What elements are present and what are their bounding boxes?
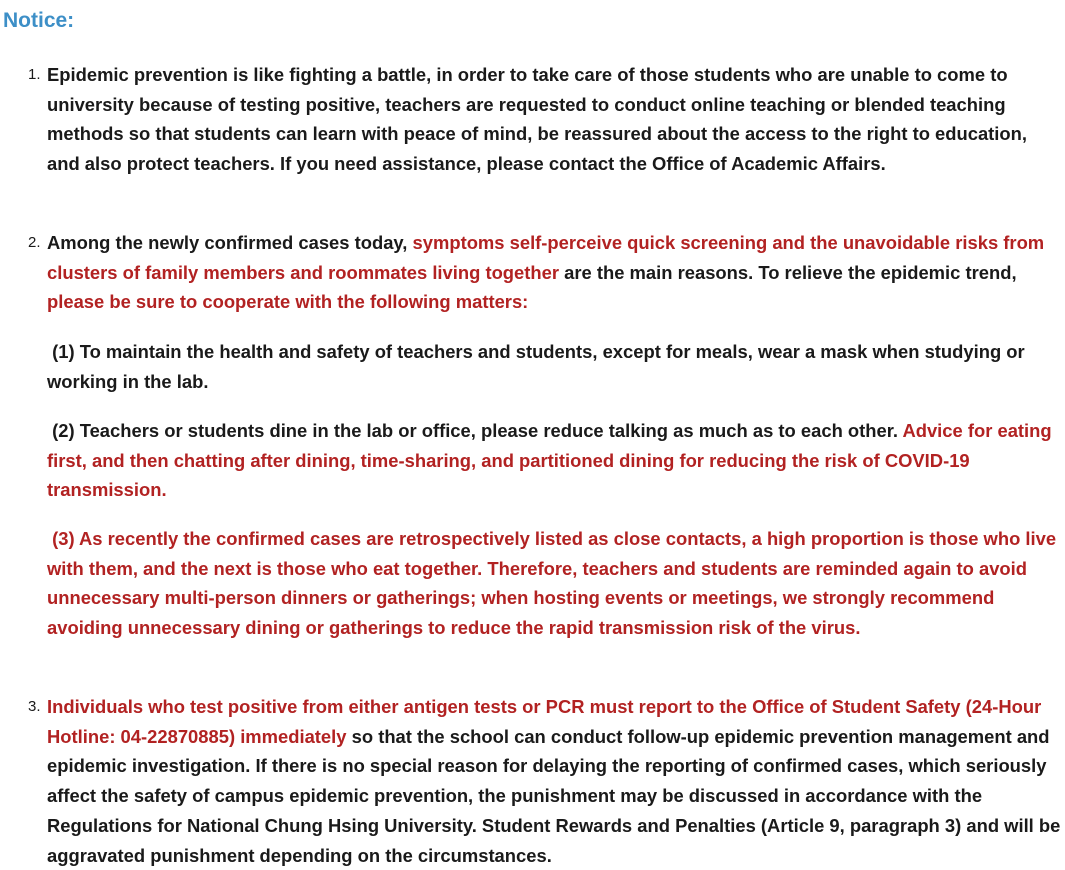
item-2-text-b: are the main reasons. To relieve the epidemic trend, — [564, 261, 1017, 283]
notice-item-3 — [28, 692, 1062, 870]
sub-item-2-text: (2) Teachers or students dine in the lab or office, please reduce talking as much as to each other. — [52, 420, 898, 441]
item-2-text-a: Among the newly confirmed cases today, — [47, 232, 408, 253]
item-3-emphasis: Individuals who test positive from either antigen tests or PCR must report to the Office of Student Safety (24-Hour Hotline: 04-22870885) immediately — [47, 696, 1042, 747]
item-number: 3. — [28, 698, 41, 715]
sub-item-3-text: (3) As recently the confirmed cases are retrospectively listed as close contacts, a high proportion is those who live with them, and the next is those who eat together. Therefore, teachers and students are reminded again to avoid unnecessary multi-person dinners or gatherings; when hosting events or meetings, we strongly recommend avoiding unnecessary dining or gatherings to reduce the rapid transmission risk of the virus. — [47, 528, 1057, 639]
notice-item-1 — [28, 60, 1062, 179]
item-3-text: so that the school can conduct follow-up epidemic prevention management and epidemic investigation. If there is no special reason for delaying the reporting of confirmed cases, which seriously affect the safety of campus epidemic prevention, the punishment may be discussed in accordance with the Regulations for National Chung Hsing University. Student Rewards and Penalties (Article 9, paragraph 3) and will be aggravated punishment depending on the circumstances. — [47, 725, 1061, 866]
sub-item-2 — [47, 416, 1062, 505]
item-2-emphasis-b: please be sure to cooperate with the following matters: — [47, 291, 529, 313]
notice-item-2 — [28, 228, 1062, 317]
item-2-emphasis-a: symptoms self-perceive quick screening and the unavoidable risks from clusters of family members and roommates living together — [47, 232, 1045, 283]
sub-item-1-text: (1) To maintain the health and safety of teachers and students, except for meals, wear a mask when studying or working in the lab. — [47, 341, 1025, 392]
notice-title: Notice: — [3, 9, 75, 32]
sub-item-3 — [47, 524, 1062, 643]
sub-item-1 — [47, 337, 1062, 396]
item-number: 1. — [28, 66, 41, 83]
item-1-text: Epidemic prevention is like fighting a battle, in order to take care of those students who are unable to come to university because of testing positive, teachers are requested to conduct online teaching or blended teaching methods so that students can learn with peace of mind, be reassured about the access to the right to education, and also protect teachers. If you need assistance, please contact the Office of Academic Affairs. — [47, 64, 1027, 175]
sub-item-2-emphasis: Advice for eating first, and then chatting after dining, time-sharing, and partitioned dining for reducing the risk of COVID-19 transmission. — [47, 420, 1052, 501]
item-number: 2. — [28, 234, 41, 251]
